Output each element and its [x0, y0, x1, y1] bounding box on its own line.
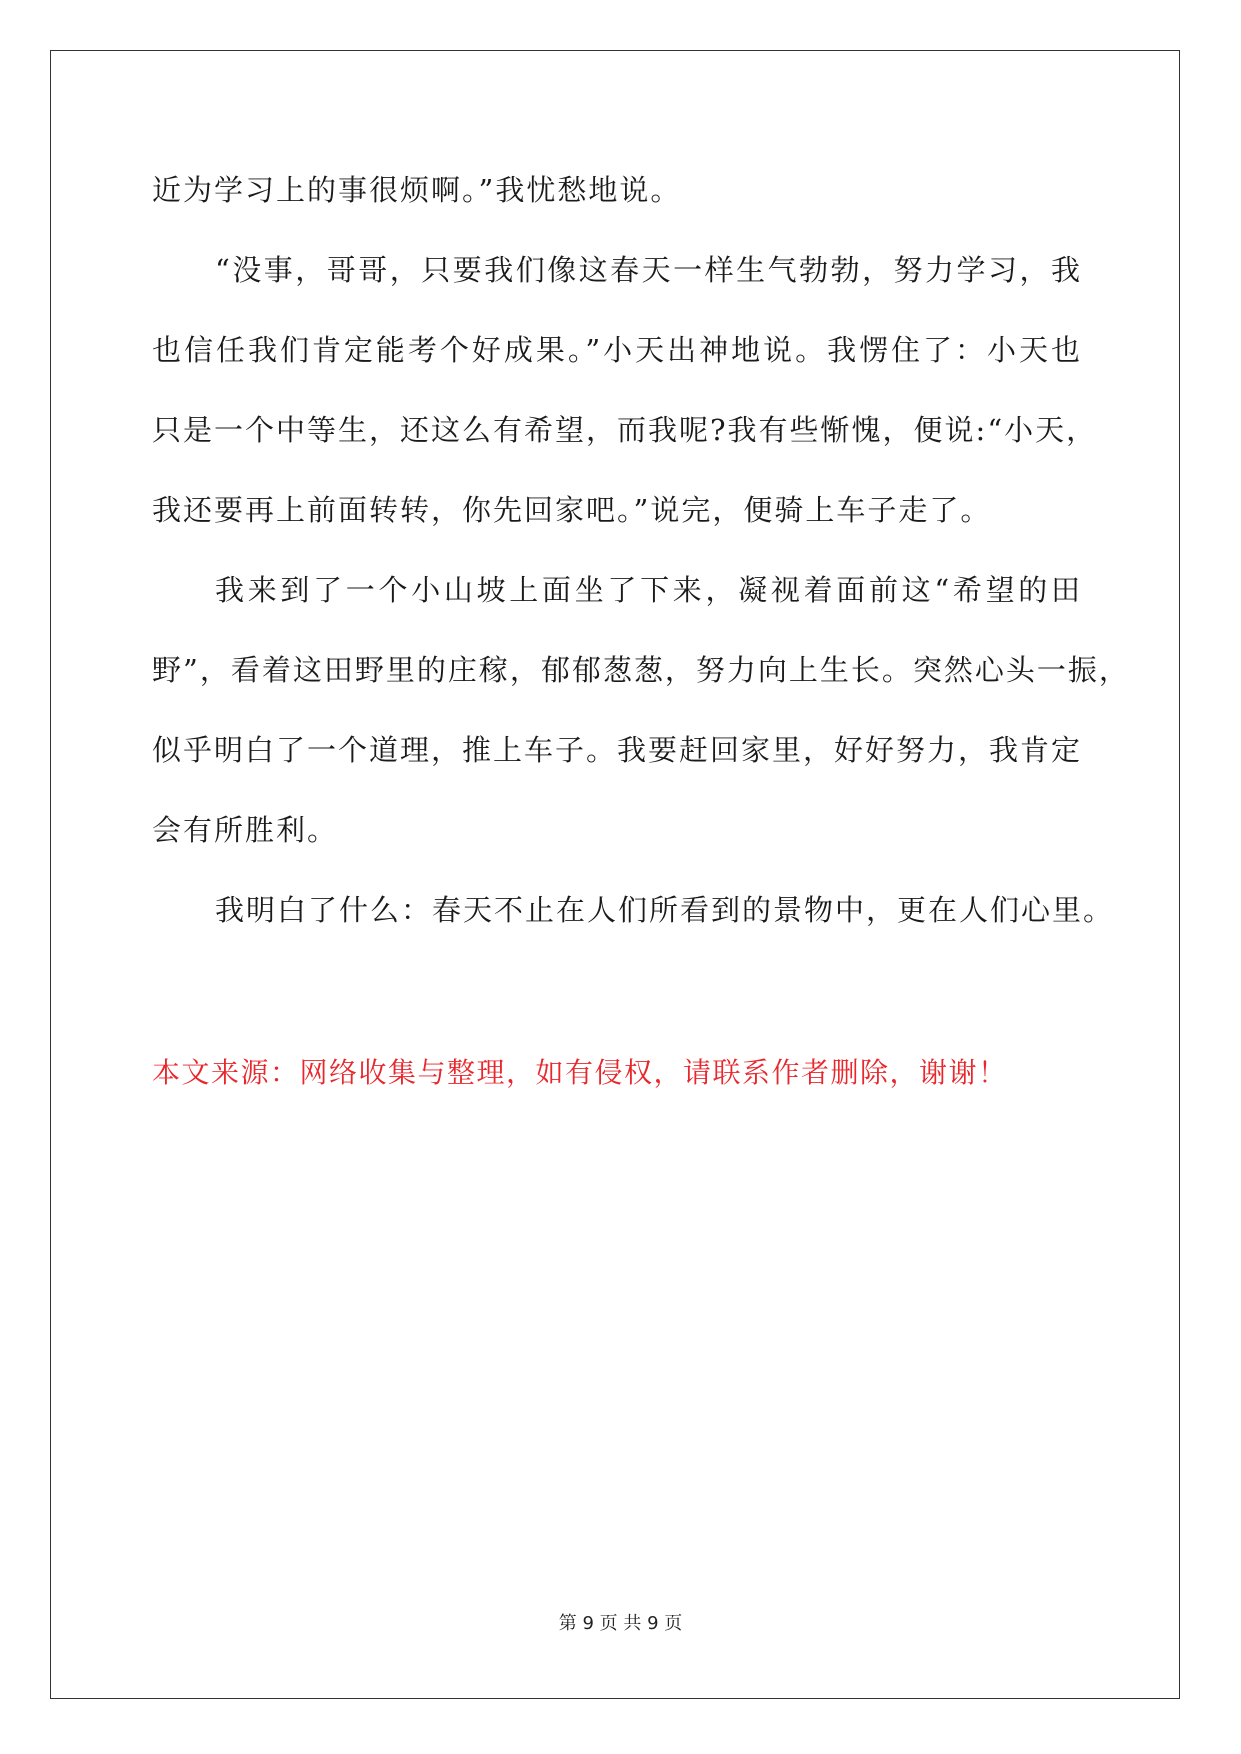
- paragraph-line-9: 会有所胜利。: [152, 813, 339, 847]
- page-border: [50, 50, 1180, 1699]
- paragraph-line-4: 只是一个中等生，还这么有希望，而我呢?我有些惭愧，便说:“小天，: [152, 413, 1098, 447]
- paragraph-line-3: 也信任我们肯定能考个好成果。”小天出神地说。我愣住了：小天也: [152, 333, 1082, 367]
- paragraph-line-10: 我明白了什么：春天不止在人们所看到的景物中，更在人们心里。: [215, 893, 1115, 927]
- paragraph-line-6: 我来到了一个小山坡上面坐了下来，凝视着面前这“希望的田: [215, 573, 1082, 607]
- text-line-1: 近为学习上的事很烦啊。”我忧愁地说。: [152, 173, 682, 207]
- page-footer: 第 9 页 共 9 页: [558, 1613, 683, 1634]
- paragraph-line-7: 野”，看着这田野里的庄稼，郁郁葱葱，努力向上生长。突然心头一振，: [152, 653, 1130, 687]
- paragraph-line-2: “没事，哥哥，只要我们像这春天一样生气勃勃，努力学习，我: [215, 253, 1082, 287]
- source-note: 本文来源：网络收集与整理，如有侵权，请联系作者删除，谢谢！: [152, 1056, 1008, 1089]
- paragraph-line-5: 我还要再上前面转转，你先回家吧。”说完，便骑上车子走了。: [152, 493, 992, 527]
- paragraph-line-8: 似乎明白了一个道理，推上车子。我要赶回家里，好好努力，我肯定: [152, 733, 1083, 767]
